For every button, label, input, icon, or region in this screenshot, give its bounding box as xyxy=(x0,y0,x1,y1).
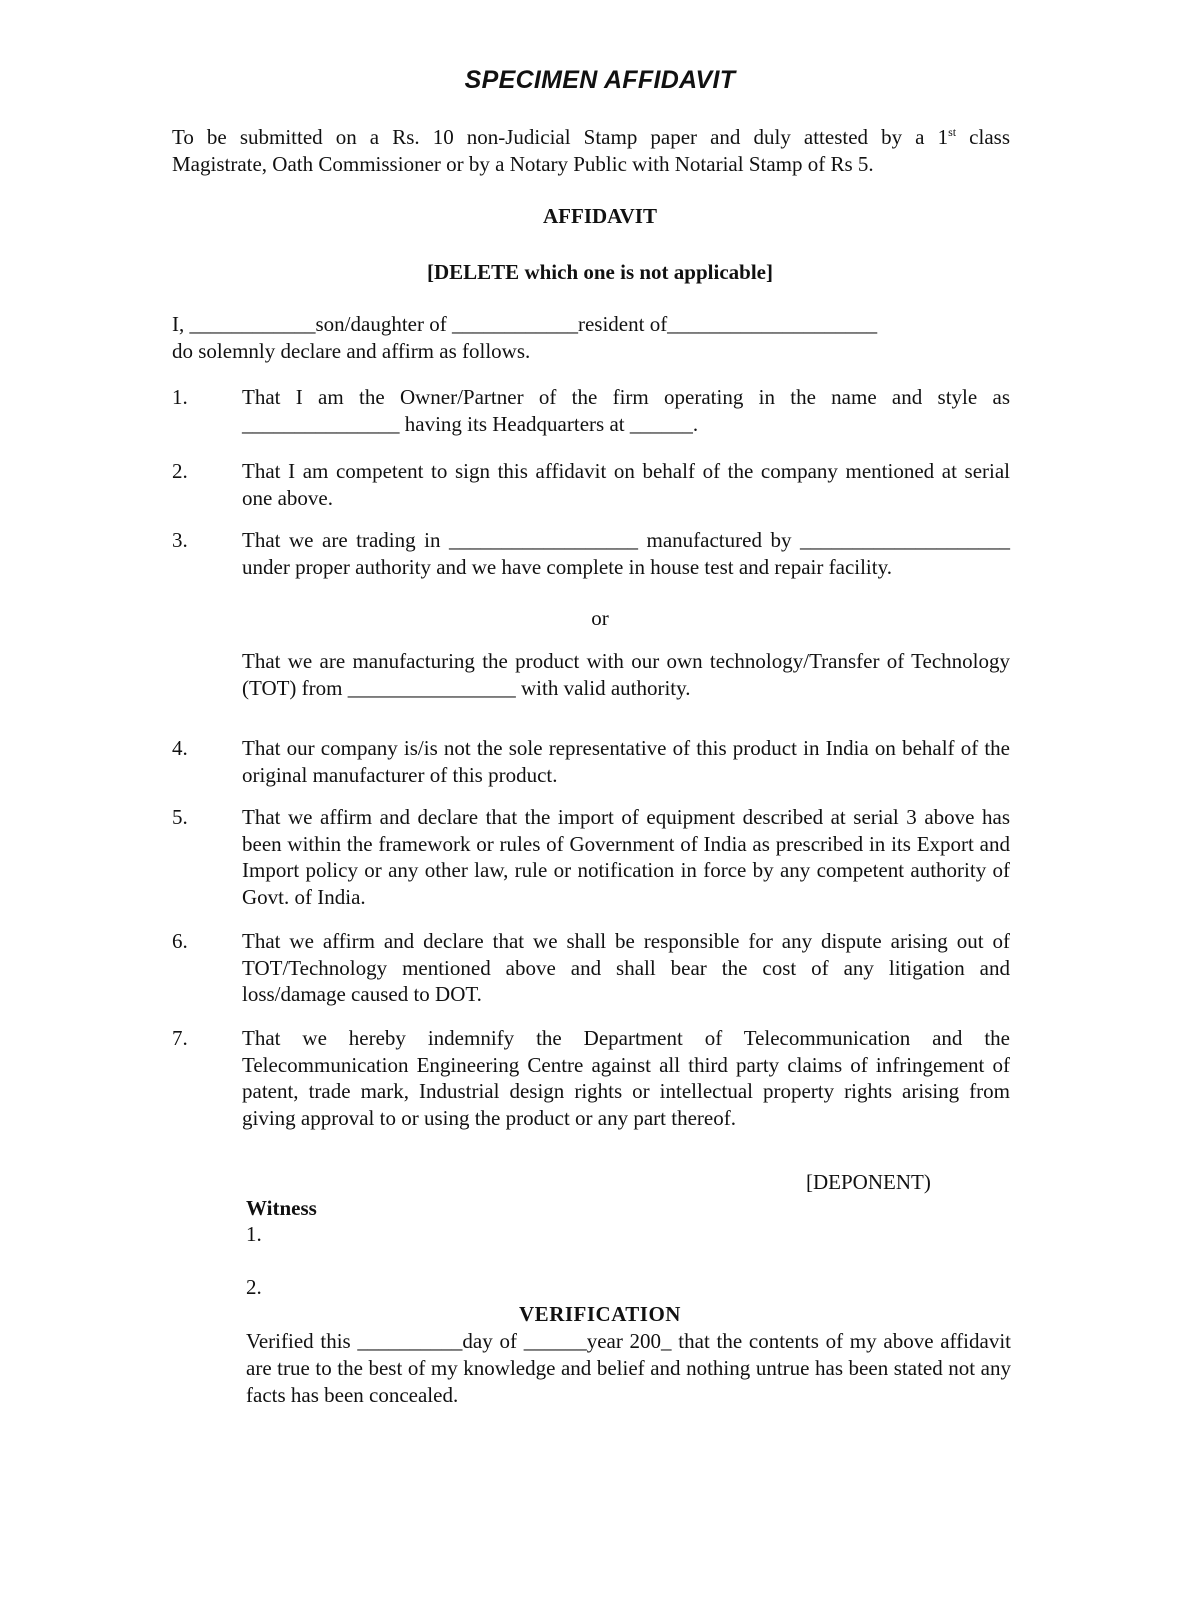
clause-text: That we are manufacturing the product with our own technology/Transfer of Technology (TOT) from ________________ with valid authority. xyxy=(242,649,1010,700)
intro-paragraph xyxy=(172,124,1010,178)
clause-number: 1. xyxy=(172,385,188,409)
intro-line-1 xyxy=(172,124,1010,151)
clause-text: That we hereby indemnify the Department of Telecommunication and the Telecommunication Engineering Centre against all third party claims of infringement of patent, trade mark, Industrial design rights or intellectual property rights arising from giving approval to or using the product or any part thereof. xyxy=(242,1026,1010,1130)
witness-title: Witness xyxy=(246,1196,317,1220)
intro-line-1-end: class xyxy=(956,125,1010,149)
clause-1 xyxy=(172,384,1010,437)
verification-title: VERIFICATION xyxy=(519,1302,681,1326)
declaration xyxy=(172,311,1010,365)
deponent-label: [DEPONENT) xyxy=(806,1170,931,1194)
document-title: SPECIMEN AFFIDAVIT xyxy=(464,66,736,94)
declaration-line-1: I, ____________son/daughter of ____________resident of____________________ xyxy=(172,312,878,336)
clause-6 xyxy=(172,928,1010,1008)
clause-text: That I am the Owner/Partner of the firm operating in the name and style as _______________ having its Headquarters at ______. xyxy=(242,385,1010,436)
clause-5 xyxy=(172,804,1010,910)
clause-text: That we affirm and declare that the import of equipment described at serial 3 above has been within the framework or rules of Government of India as prescribed in its Export and Import policy or any other law, rule or notification in force by any competent authority of Govt. of India. xyxy=(242,805,1010,909)
clause-number: 5. xyxy=(172,805,188,829)
clause-number: 4. xyxy=(172,736,188,760)
clause-text: That we affirm and declare that we shall be responsible for any dispute arising out of TOT/Technology mentioned above and shall bear the cost of any litigation and loss/damage caused to DOT. xyxy=(242,929,1010,1006)
intro-line-1-text: To be submitted on a Rs. 10 non-Judicial Stamp paper and duly attested by a 1 xyxy=(172,125,949,149)
clause-number: 6. xyxy=(172,929,188,953)
clause-number: 3. xyxy=(172,528,188,552)
intro-superscript: st xyxy=(948,125,957,139)
affidavit-heading: AFFIDAVIT xyxy=(543,204,657,228)
clause-3 xyxy=(172,527,1010,580)
intro-line-2: Magistrate, Oath Commissioner or by a Notary Public with Notarial Stamp of Rs 5. xyxy=(172,152,874,176)
declaration-line-2: do solemnly declare and affirm as follows. xyxy=(172,339,531,363)
verification-text: Verified this __________day of ______year 200_ that the contents of my above affidavit are true to the best of my knowledge and belief and nothing untrue has been stated not any facts has been concealed. xyxy=(246,1329,1011,1407)
witness-line-2: 2. xyxy=(246,1275,262,1299)
clause-3-alternative xyxy=(172,648,1010,701)
clause-number: 2. xyxy=(172,459,188,483)
delete-note: [DELETE which one is not applicable] xyxy=(427,260,773,284)
or-separator: or xyxy=(591,606,609,630)
clause-4 xyxy=(172,735,1010,788)
clause-text: That I am competent to sign this affidavit on behalf of the company mentioned at serial one above. xyxy=(242,459,1010,510)
clause-text: That our company is/is not the sole representative of this product in India on behalf of the original manufacturer of this product. xyxy=(242,736,1010,787)
witness-line-1: 1. xyxy=(246,1222,262,1246)
clause-2 xyxy=(172,458,1010,511)
clause-text: That we are trading in __________________ manufactured by ____________________ under proper authority and we have complete in house test and repair facility. xyxy=(242,528,1010,579)
clause-number: 7. xyxy=(172,1026,188,1050)
clause-7 xyxy=(172,1025,1010,1131)
